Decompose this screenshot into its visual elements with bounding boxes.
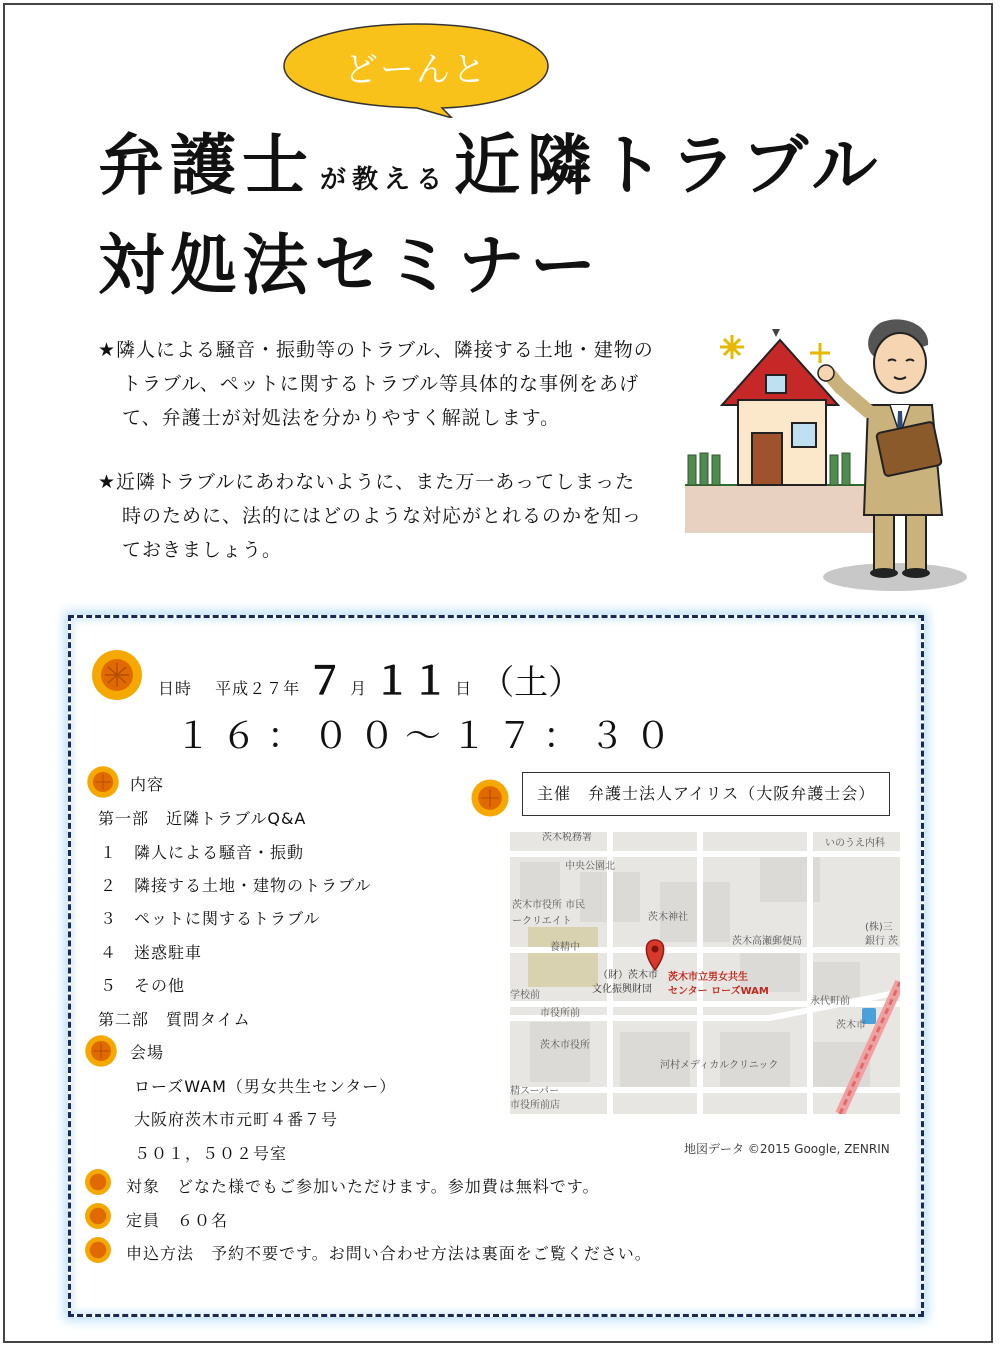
map-label: 茨木市役所 — [540, 1040, 590, 1051]
sunflower-icon — [470, 778, 510, 818]
house-lawyer-illustration — [680, 315, 970, 600]
date-weekday: （土） — [480, 663, 583, 703]
bubble-text: どーんと — [344, 50, 488, 90]
map-label: 市役所前 — [540, 1008, 580, 1019]
map-label: 茨木市立男女共生 — [668, 972, 748, 983]
title-lawyer: 弁護士 — [98, 127, 314, 204]
sunflower-icon — [84, 1034, 118, 1068]
date-month: ７ — [306, 659, 345, 703]
intro-line: て、弁護士が対処法を分かりやすく解説します。 — [122, 407, 561, 429]
map-label: 精スーパー — [510, 1086, 559, 1097]
map-label: 中央公園北 — [565, 861, 615, 872]
map-label: 永代町前 — [810, 996, 850, 1007]
page-title-line2: 対処法セミナー — [98, 227, 602, 304]
date-era: 平成２７年 — [215, 679, 301, 698]
date-label: 日時 — [158, 679, 193, 698]
map-label: 市役所前店 — [510, 1100, 560, 1111]
map-label: 茨木神社 — [648, 912, 688, 923]
title-teaches: が教える — [320, 165, 449, 195]
intro-line: 時のために、法的にはどのような対応がとれるのかを知っ — [122, 505, 643, 527]
content-part1: 第一部 近隣トラブルQ&A — [98, 809, 307, 828]
map-label: センター ローズWAM — [668, 986, 769, 997]
content-item: ４ 迷惑駐車 — [100, 943, 203, 962]
content-item: ５ その他 — [100, 976, 186, 995]
content-part2: 第二部 質問タイム — [98, 1010, 251, 1029]
content-label: 内容 — [130, 775, 165, 794]
venue-name: ローズWAM（男女共生センター） — [134, 1077, 397, 1096]
intro-line: トラブル、ペットに関するトラブル等具体的な事例をあげ — [122, 373, 639, 395]
map-label: 茨木高瀬郵便局 — [732, 936, 802, 947]
sunflower-icon — [90, 648, 144, 702]
map-label: 茨木市 — [836, 1020, 866, 1031]
intro-line: ★近隣トラブルにあわないように、また万一あってしまった — [98, 471, 636, 493]
event-time: １６：００～１７：３０ — [175, 716, 682, 757]
map-label: 学校前 — [510, 990, 540, 1001]
map-label: (株)三 — [865, 922, 893, 933]
date-day: １１ — [373, 659, 450, 703]
event-date — [158, 650, 582, 705]
venue-room: ５０１，５０２号室 — [134, 1144, 288, 1163]
venue-label: 会場 — [130, 1043, 165, 1062]
intro-line: ておきましょう。 — [122, 539, 283, 561]
map-label: 文化振興財団 — [592, 984, 652, 995]
map-label: 河村メディカルクリニック — [660, 1060, 779, 1071]
sunflower-icon — [84, 1168, 112, 1196]
map-credit: 地図データ ©2015 Google, ZENRIN — [684, 1142, 890, 1156]
map-label: いのうえ内科 — [825, 838, 885, 849]
map-label: 茨木市役所 市民 — [512, 900, 586, 911]
intro-line: ★隣人による騒音・振動等のトラブル、隣接する土地・建物の — [98, 339, 654, 361]
content-item: ２ 隣接する土地・建物のトラブル — [100, 876, 372, 895]
month-unit: 月 — [350, 679, 368, 698]
intro-paragraph-2 — [98, 465, 678, 567]
intro-paragraph-1 — [98, 333, 678, 435]
map-label: 養精中 — [550, 942, 580, 953]
target-text: 対象 どなた様でもご参加いただけます。参加費は無料です。 — [126, 1177, 600, 1196]
map-label: 銀行 茨 — [865, 936, 899, 947]
sunflower-icon — [86, 765, 120, 799]
page-title-line1 — [98, 112, 883, 207]
sunflower-icon — [84, 1236, 112, 1264]
venue-address: 大阪府茨木市元町４番７号 — [134, 1110, 339, 1129]
content-item: １ 隣人による騒音・振動 — [100, 843, 305, 862]
venue-map — [510, 832, 900, 1114]
title-neighbor-trouble: 近隣トラブル — [454, 127, 884, 204]
map-label: （財）茨木市 — [598, 970, 658, 981]
map-label: 茨木税務署 — [542, 832, 592, 843]
organizer-box: 主催 弁護士法人アイリス（大阪弁護士会） — [522, 772, 890, 816]
sunflower-icon — [84, 1202, 112, 1230]
apply-text: 申込方法 予約不要です。お問い合わせ方法は裏面をご覧ください。 — [126, 1244, 652, 1263]
capacity-text: 定員 ６０名 — [126, 1211, 229, 1230]
day-unit: 日 — [455, 679, 473, 698]
content-item: ３ ペットに関するトラブル — [100, 909, 321, 928]
map-label: ークリエイト — [512, 916, 572, 927]
